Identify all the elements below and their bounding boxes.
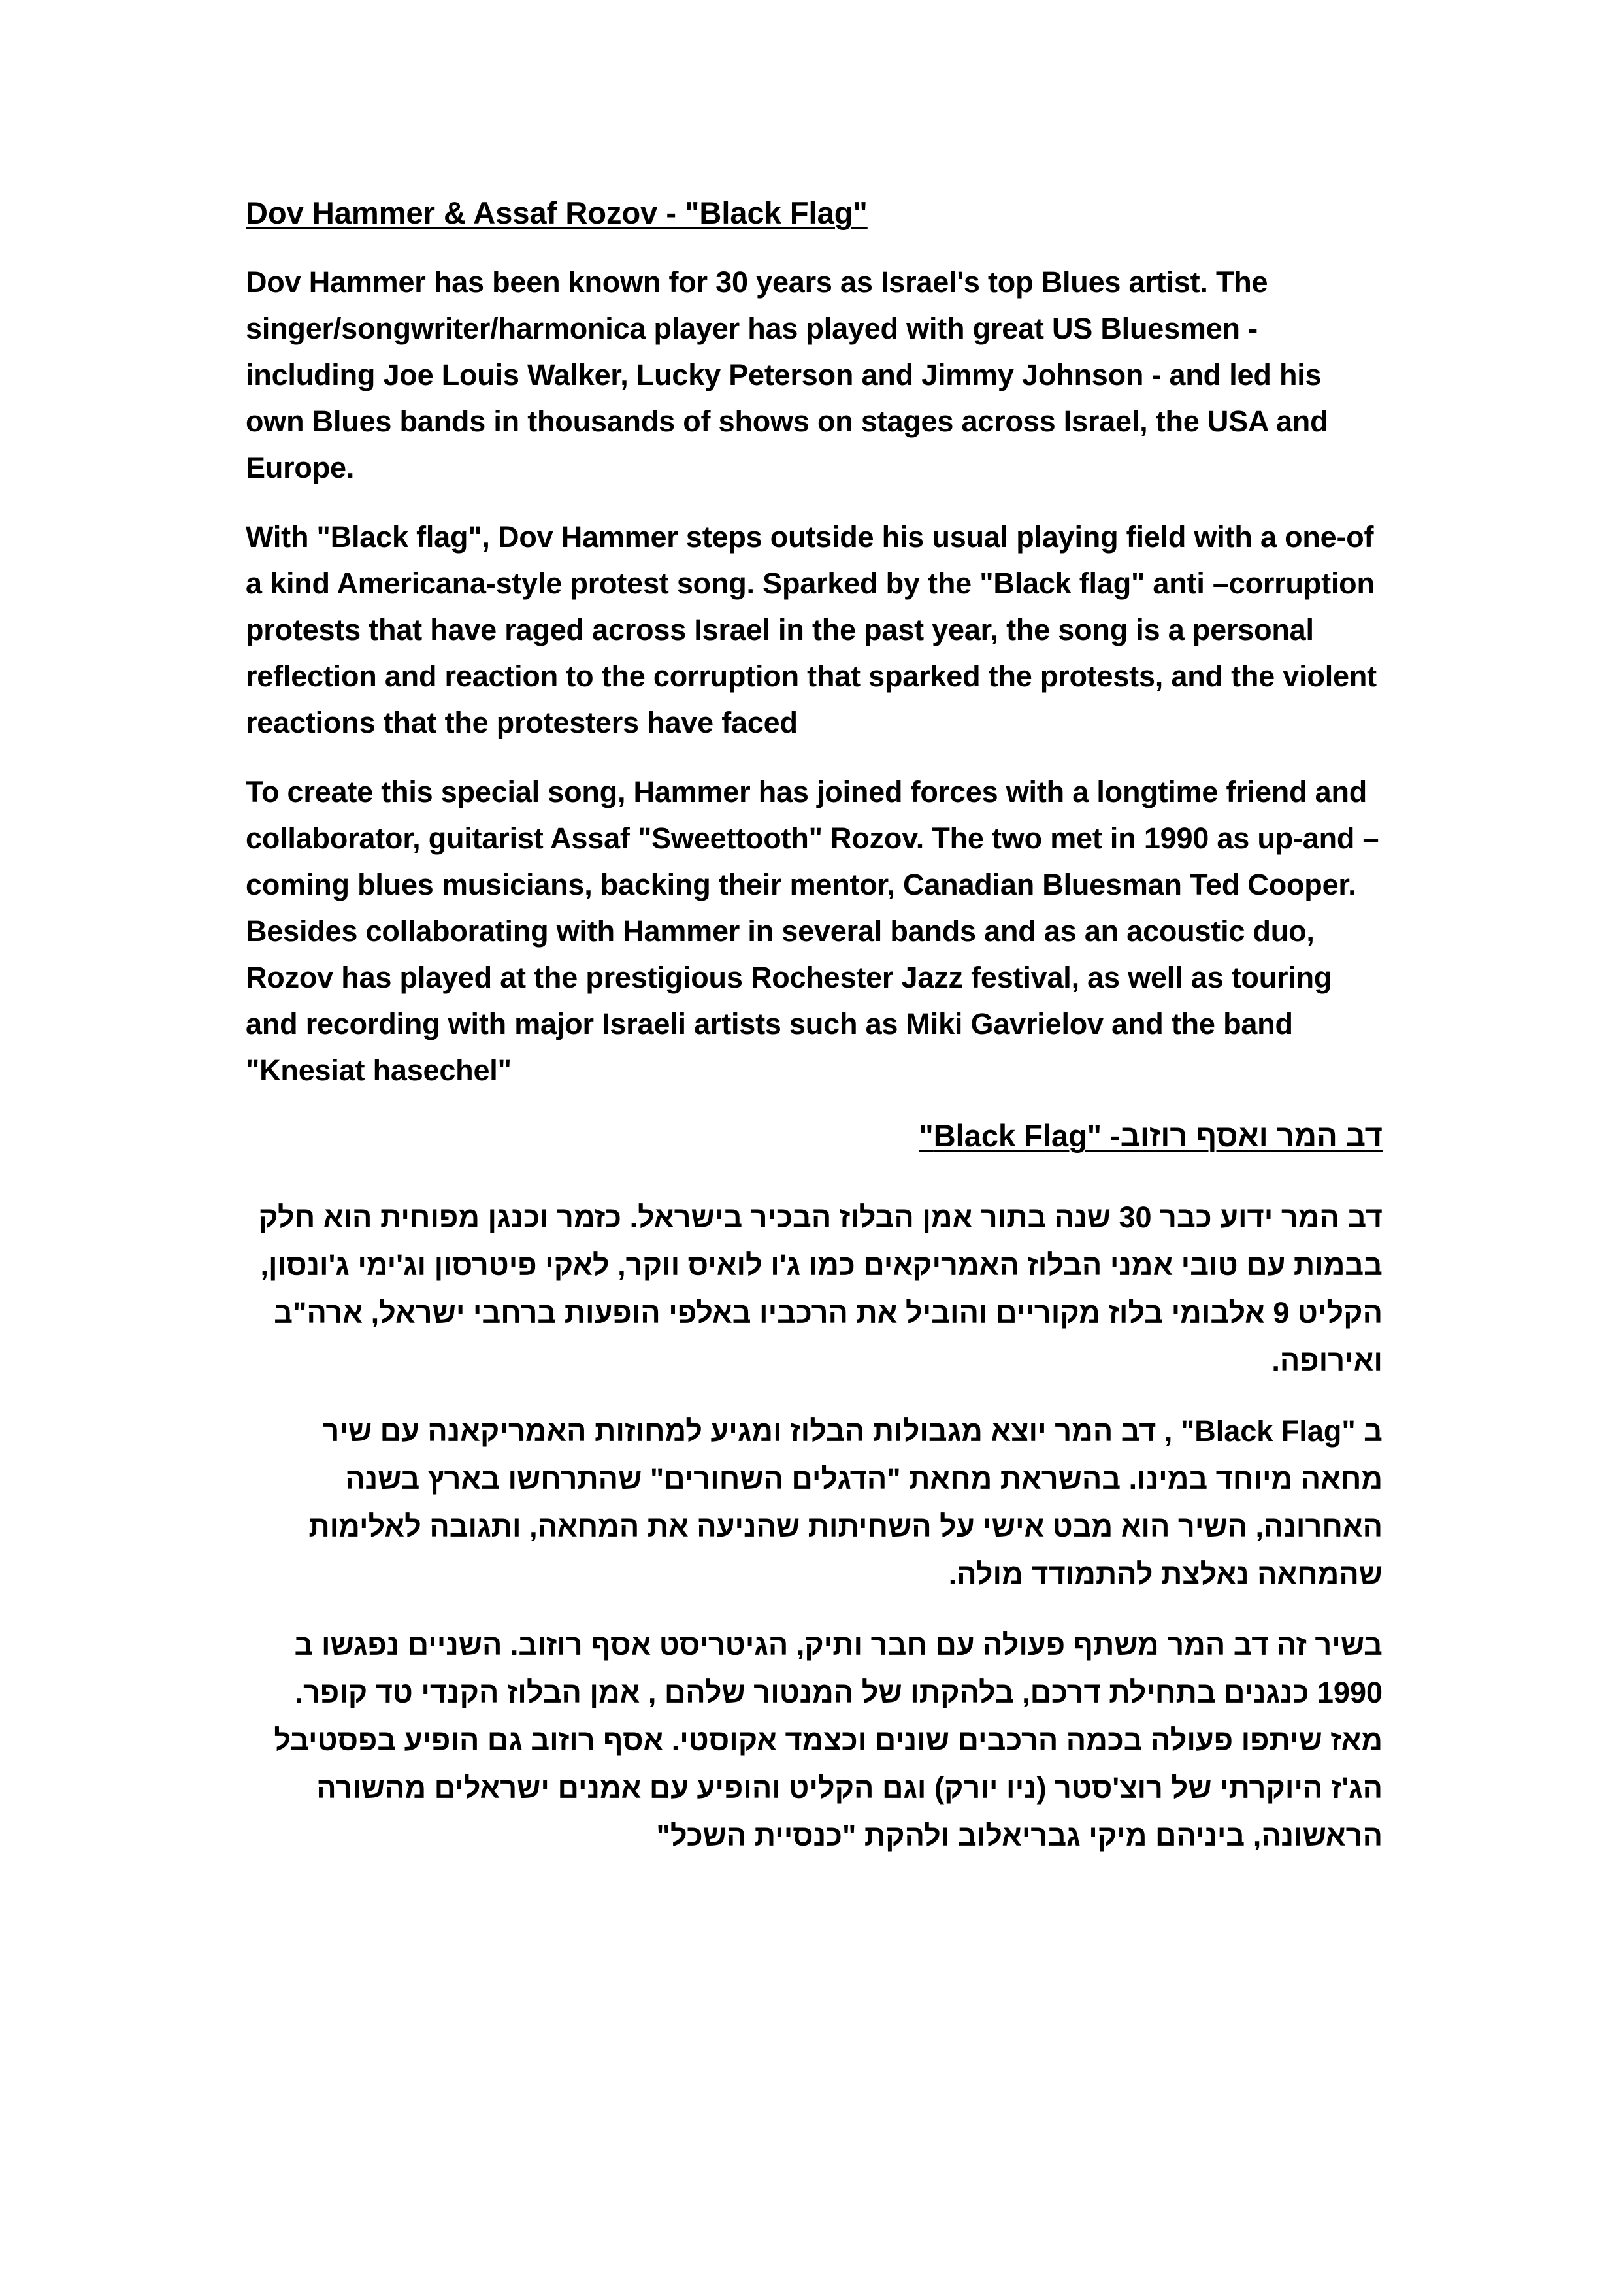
hebrew-paragraph-2: ב "Black Flag" , דב המר יוצא מגבולות הבלוז ומגיע למחוזות האמריקאנה עם שיר מחאה מיוחד במינו. בהשראת מחאת "הדגלים השחורים" שהתרחשו בארץ בשנה האחרונה, השיר הוא מבט אישי על השחיתות שהניעה את המחאה, ותגובה לאלימות שהמחאה נאלצת להתמודד מולה. bbox=[308, 1414, 1383, 1591]
english-paragraph-3: To create this special song, Hammer has joined forces with a longtime friend and collaborator, guitarist Assaf "Sweettooth" Rozov. The two met in 1990 as up-and –coming blues musicians, backing their mentor, Canadian Bluesman Ted Cooper. Besides collaborating with Hammer in several bands and as an acoustic duo, Rozov has played at the prestigious Rochester Jazz festival, as well as touring and recording with major Israeli artists such as Miki Gavrielov and the band "Knesiat hasechel" bbox=[246, 775, 1379, 1087]
english-paragraph-1: Dov Hammer has been known for 30 years as Israel's top Blues artist. The singer/songwriter/harmonica player has played with great US Bluesmen - including Joe Louis Walker, Lucky Peterson and Jimmy Johnson - and led his own Blues bands in thousands of shows on stages across Israel, the USA and Europe. bbox=[246, 265, 1328, 484]
document-content bbox=[246, 193, 1383, 1882]
english-title: Dov Hammer & Assaf Rozov - "Black Flag" bbox=[246, 195, 868, 230]
hebrew-paragraph-3: בשיר זה דב המר משתף פעולה עם חבר ותיק, הגיטריסט אסף רוזוב. השניים נפגשו ב 1990 כנגנים בתחילת דרכם, בלהקתו של המנטור שלהם , אמן הבלוז הקנדי טד קופר. מאז שיתפו פעולה בכמה הרכבים שונים וכצמד אקוסטי. אסף רוזוב גם הופיע בפסטיבל הג'ז היוקרתי של רוצ'סטר (ניו יורק) וגם הקליט והופיע עם אמנים ישראלים מהשורה הראשונה, ביניהם מיקי גבריאלוב ולהקת "כנסיית השכל" bbox=[274, 1628, 1383, 1852]
hebrew-paragraph-1: דב המר ידוע כבר 30 שנה בתור אמן הבלוז הבכיר בישראל. כזמר וכנגן מפוחית הוא חלק בבמות עם טובי אמני הבלוז האמריקאים כמו ג'ו לואיס ווקר, לאקי פיטרסון וג'ימי ג'ונסון, הקליט 9 אלבומי בלוז מקוריים והוביל את הרכביו באלפי הופעות ברחבי ישראל, ארה"ב ואירופה. bbox=[259, 1201, 1383, 1377]
english-paragraph-2: With "Black flag", Dov Hammer steps outside his usual playing field with a one-of a kind Americana-style protest song. Sparked by the "Black flag" anti –corruption protests that have raged across Israel in the past year, the song is a personal reflection and reaction to the corruption that sparked the protests, and the violent reactions that the protesters have faced bbox=[246, 520, 1377, 739]
hebrew-title: דב המר ואסף רוזוב- "Black Flag" bbox=[919, 1118, 1383, 1153]
